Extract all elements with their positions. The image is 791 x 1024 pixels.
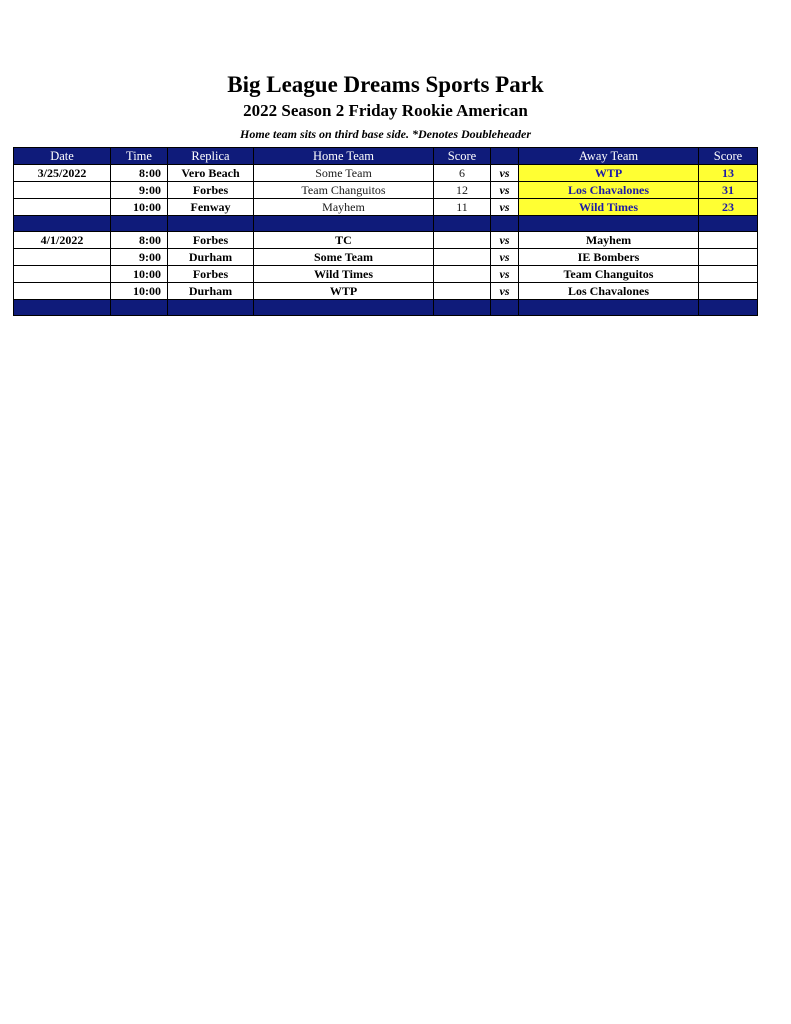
table-row [14,182,758,199]
game-replica: Fenway [168,199,254,216]
col-header-date: Date [14,148,111,165]
away-team: Mayhem [519,232,699,249]
table-row [14,266,758,283]
game-time: 10:00 [111,199,168,216]
col-header-replica: Replica [168,148,254,165]
home-score [434,249,491,266]
home-team: TC [254,232,434,249]
home-score: 11 [434,199,491,216]
away-score [699,266,758,283]
game-date [14,182,111,199]
home-score: 6 [434,165,491,182]
away-score: 31 [699,182,758,199]
game-time: 10:00 [111,283,168,300]
game-replica: Forbes [168,182,254,199]
vs-label: vs [491,266,519,283]
away-score: 13 [699,165,758,182]
away-team: IE Bombers [519,249,699,266]
away-score [699,249,758,266]
away-score: 23 [699,199,758,216]
home-team: Some Team [254,249,434,266]
game-replica: Durham [168,249,254,266]
game-replica: Forbes [168,266,254,283]
game-date: 3/25/2022 [14,165,111,182]
home-score [434,283,491,300]
col-header-away-score: Score [699,148,758,165]
home-team: Some Team [254,165,434,182]
schedule-table [13,147,758,316]
vs-label: vs [491,182,519,199]
game-replica: Vero Beach [168,165,254,182]
col-header-away-team: Away Team [519,148,699,165]
vs-label: vs [491,232,519,249]
away-team: WTP [519,165,699,182]
game-date [14,249,111,266]
home-team: Wild Times [254,266,434,283]
away-team: Los Chavalones [519,182,699,199]
col-header-home-team: Home Team [254,148,434,165]
col-header-time: Time [111,148,168,165]
away-score [699,283,758,300]
home-team: Team Changuitos [254,182,434,199]
page-title: Big League Dreams Sports Park [227,72,544,97]
table-row [14,199,758,216]
page-subtitle: 2022 Season 2 Friday Rookie American [243,101,528,120]
week-separator-row [14,216,758,232]
home-score [434,266,491,283]
vs-label: vs [491,283,519,300]
home-team: WTP [254,283,434,300]
table-row [14,249,758,266]
game-date: 4/1/2022 [14,232,111,249]
away-score [699,232,758,249]
week-separator-row [14,300,758,316]
game-time: 8:00 [111,165,168,182]
col-header-vs [491,148,519,165]
game-date [14,283,111,300]
schedule-note: Home team sits on third base side. *Denotes Doubleheader [240,127,531,141]
game-time: 8:00 [111,232,168,249]
table-row [14,232,758,249]
game-date [14,266,111,283]
vs-label: vs [491,199,519,216]
game-time: 9:00 [111,249,168,266]
table-row [14,165,758,182]
table-row [14,283,758,300]
game-date [14,199,111,216]
home-score [434,232,491,249]
game-time: 10:00 [111,266,168,283]
away-team: Los Chavalones [519,283,699,300]
game-replica: Durham [168,283,254,300]
home-score: 12 [434,182,491,199]
vs-label: vs [491,249,519,266]
vs-label: vs [491,165,519,182]
game-time: 9:00 [111,182,168,199]
table-header-row [14,148,758,165]
game-replica: Forbes [168,232,254,249]
away-team: Wild Times [519,199,699,216]
col-header-home-score: Score [434,148,491,165]
away-team: Team Changuitos [519,266,699,283]
home-team: Mayhem [254,199,434,216]
